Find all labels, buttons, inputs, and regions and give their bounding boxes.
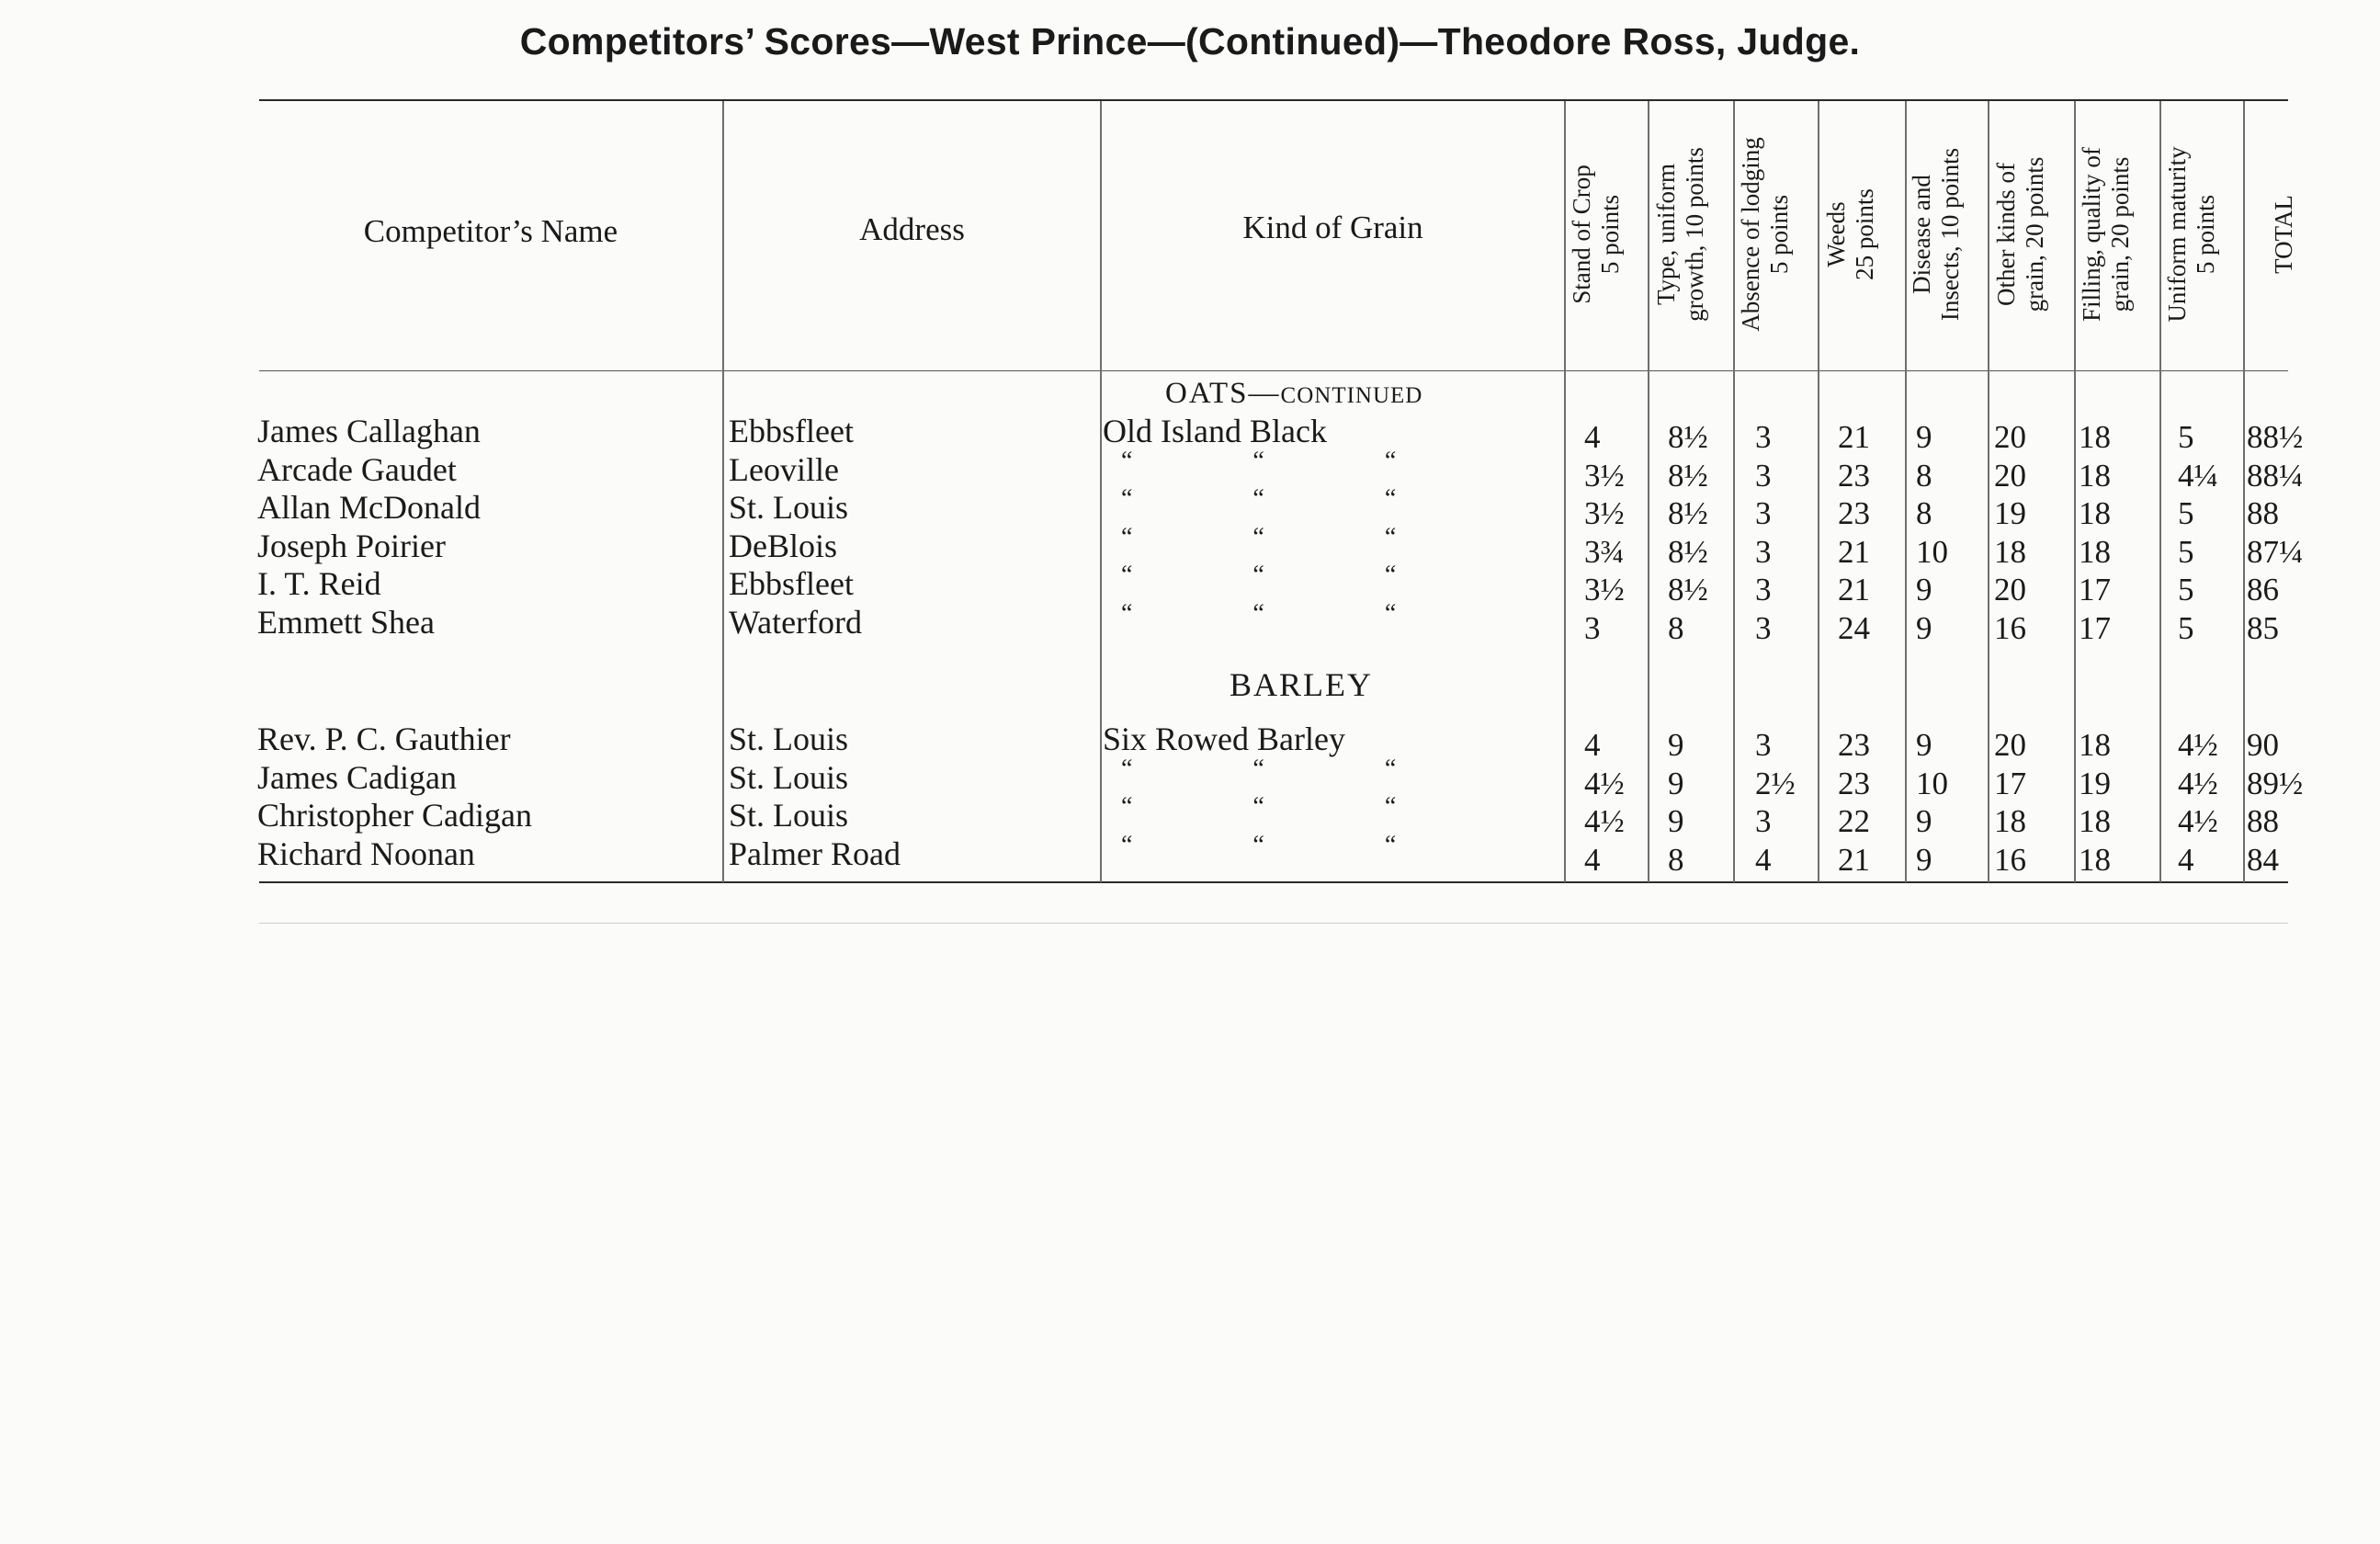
header-weeds: Weeds 25 points <box>1822 188 1878 280</box>
score-cell: 88¼ <box>2247 457 2304 494</box>
kind-of-grain: “ “ “ <box>1121 561 1454 589</box>
score-cell: 17 <box>1994 765 2026 801</box>
score-cell: 19 <box>1994 495 2026 531</box>
score-cell: 4 <box>1584 841 1601 878</box>
kind-of-grain: “ “ “ <box>1121 446 1454 475</box>
score-cell: 5 <box>2178 533 2194 570</box>
competitor-name: James Cadigan <box>257 758 457 796</box>
score-cell: 4½ <box>1584 803 1625 839</box>
header-kind-of-grain: Kind of Grain <box>1242 210 1423 245</box>
score-cell: 5 <box>2178 495 2194 531</box>
score-cell: 9 <box>1916 419 1932 455</box>
competitor-name: Rev. P. C. Gauthier <box>257 721 511 757</box>
address: DeBlois <box>729 527 838 564</box>
header-address: Address <box>859 211 965 247</box>
column-divider <box>1905 101 1907 882</box>
kind-of-grain: “ “ “ <box>1121 598 1454 628</box>
score-cell: 3 <box>1755 609 1772 646</box>
address: Palmer Road <box>729 834 901 872</box>
header-absence-of-lodging: Absence of lodging 5 points <box>1737 137 1793 332</box>
score-cell: 85 <box>2247 609 2279 646</box>
score-cell: 4 <box>1755 841 1772 878</box>
score-cell: 22 <box>1838 803 1870 839</box>
score-cell: 3½ <box>1584 495 1625 531</box>
score-cell: 88½ <box>2247 419 2304 455</box>
score-cell: 4½ <box>2178 765 2218 801</box>
score-cell: 3 <box>1755 533 1772 570</box>
score-cell: 5 <box>2178 572 2194 607</box>
score-cell: 18 <box>2079 419 2111 455</box>
score-cell: 17 <box>2079 609 2111 646</box>
score-cell: 8 <box>1916 495 1932 531</box>
score-cell: 4 <box>1584 727 1601 763</box>
score-cell: 9 <box>1916 609 1932 646</box>
competitor-name: James Callaghan <box>257 413 481 449</box>
score-cell: 18 <box>2079 841 2111 878</box>
kind-of-grain: Six Rowed Barley <box>1103 721 1345 757</box>
score-cell: 88 <box>2247 803 2279 839</box>
competitor-name: Joseph Poirier <box>257 527 446 564</box>
score-cell: 8½ <box>1668 495 1708 531</box>
header-stand-of-crop: Stand of Crop 5 points <box>1568 165 1624 304</box>
table-bottom-rule <box>259 881 2288 883</box>
score-cell: 8½ <box>1668 457 1708 494</box>
header-total: TOTAL <box>2270 195 2297 274</box>
score-cell: 9 <box>1916 727 1932 763</box>
score-cell: 16 <box>1994 609 2026 646</box>
score-cell: 9 <box>1916 803 1932 839</box>
kind-of-grain: “ “ “ <box>1121 484 1454 513</box>
score-cell: 3 <box>1755 572 1772 607</box>
header-bottom-rule <box>259 370 2288 371</box>
header-competitor-name: Competitor’s Name <box>363 213 618 249</box>
kind-of-grain: Old Island Black <box>1103 413 1327 449</box>
score-cell: 4 <box>1584 419 1601 455</box>
column-divider <box>1988 101 1989 882</box>
score-cell: 18 <box>2079 803 2111 839</box>
score-cell: 9 <box>1916 572 1932 607</box>
score-cell: 23 <box>1838 457 1870 494</box>
header-uniform-maturity: Uniform maturity 5 points <box>2163 146 2219 323</box>
score-cell: 3½ <box>1584 572 1625 607</box>
column-divider <box>1648 101 1649 882</box>
score-cell: 9 <box>1916 841 1932 878</box>
score-cell: 8½ <box>1668 419 1708 455</box>
kind-of-grain: “ “ “ <box>1121 754 1454 783</box>
score-cell: 3 <box>1755 803 1772 839</box>
score-cell: 90 <box>2247 727 2279 763</box>
score-cell: 9 <box>1668 765 1684 801</box>
score-cell: 89½ <box>2247 765 2304 801</box>
score-cell: 21 <box>1838 419 1870 455</box>
address: St. Louis <box>729 489 849 526</box>
score-cell: 3 <box>1755 727 1772 763</box>
address: St. Louis <box>729 721 849 757</box>
score-cell: 18 <box>2079 495 2111 531</box>
address: Ebbsfleet <box>729 413 854 449</box>
score-cell: 10 <box>1916 765 1948 801</box>
score-cell: 23 <box>1838 765 1870 801</box>
address: St. Louis <box>729 758 849 796</box>
section-heading-oats: OATS—CONTINUED <box>1165 377 1423 410</box>
score-cell: 5 <box>2178 609 2194 646</box>
score-cell: 18 <box>2079 727 2111 763</box>
competitor-name: Emmett Shea <box>257 603 435 641</box>
score-cell: 87¼ <box>2247 533 2304 570</box>
column-divider <box>2074 101 2076 882</box>
score-cell: 88 <box>2247 495 2279 531</box>
address: Waterford <box>729 603 863 641</box>
section-heading-barley: BARLEY <box>1230 666 1373 703</box>
score-cell: 18 <box>2079 457 2111 494</box>
score-cell: 8½ <box>1668 533 1708 570</box>
score-cell: 8 <box>1668 841 1684 878</box>
score-cell: 21 <box>1838 533 1870 570</box>
column-divider <box>1733 101 1735 882</box>
header-disease-and-insects: Disease and Insects, 10 points <box>1908 147 1964 322</box>
score-cell: 20 <box>1994 572 2026 607</box>
header-other-kinds-of-grain: Other kinds of grain, 20 points <box>1992 156 2048 312</box>
score-cell: 8 <box>1668 609 1684 646</box>
column-divider <box>1818 101 1819 882</box>
score-cell: 4½ <box>1584 765 1625 801</box>
score-cell: 19 <box>2079 765 2111 801</box>
page-title: Competitors’ Scores—West Prince—(Continued)—Theodore Ross, Judge. <box>519 20 1861 62</box>
score-cell: 4 <box>2178 841 2194 878</box>
score-cell: 24 <box>1838 609 1870 646</box>
competitor-name: Christopher Cadigan <box>257 797 532 834</box>
score-cell: 4½ <box>2178 803 2218 839</box>
score-cell: 3¾ <box>1584 533 1625 570</box>
faint-rule <box>259 923 2288 924</box>
score-cell: 8½ <box>1668 572 1708 607</box>
score-cell: 16 <box>1994 841 2026 878</box>
score-cell: 9 <box>1668 803 1684 839</box>
score-cell: 3 <box>1755 419 1772 455</box>
score-cell: 3 <box>1755 495 1772 531</box>
score-cell: 21 <box>1838 572 1870 607</box>
score-cell: 18 <box>1994 803 2026 839</box>
kind-of-grain: “ “ “ <box>1121 522 1454 551</box>
score-cell: 23 <box>1838 727 1870 763</box>
score-cell: 86 <box>2247 572 2279 607</box>
kind-of-grain: “ “ “ <box>1121 792 1454 821</box>
column-divider <box>1564 101 1566 882</box>
score-cell: 84 <box>2247 841 2279 878</box>
competitor-name: Allan McDonald <box>257 489 481 526</box>
address: St. Louis <box>729 797 849 834</box>
score-cell: 17 <box>2079 572 2111 607</box>
score-cell: 23 <box>1838 495 1870 531</box>
score-cell: 4½ <box>2178 727 2218 763</box>
address: Leoville <box>729 450 839 488</box>
competitor-name: I. T. Reid <box>257 565 381 602</box>
header-filling-quality: Filling, quality of grain, 20 points <box>2078 147 2134 322</box>
score-cell: 3 <box>1755 457 1772 494</box>
column-divider <box>2159 101 2161 882</box>
score-cell: 9 <box>1668 727 1684 763</box>
score-cell: 2½ <box>1755 765 1796 801</box>
score-cell: 4¼ <box>2178 457 2218 494</box>
score-cell: 10 <box>1916 533 1948 570</box>
kind-of-grain: “ “ “ <box>1121 830 1454 859</box>
address: Ebbsfleet <box>729 565 854 602</box>
score-cell: 8 <box>1916 457 1932 494</box>
competitor-name: Richard Noonan <box>257 834 475 872</box>
score-cell: 3½ <box>1584 457 1625 494</box>
score-cell: 18 <box>1994 533 2026 570</box>
competitor-name: Arcade Gaudet <box>257 450 457 488</box>
score-cell: 20 <box>1994 457 2026 494</box>
score-cell: 21 <box>1838 841 1870 878</box>
score-cell: 5 <box>2178 419 2194 455</box>
table-top-rule <box>259 99 2288 101</box>
header-type-uniform-growth: Type, uniform growth, 10 points <box>1652 147 1708 322</box>
score-cell: 18 <box>2079 533 2111 570</box>
score-cell: 20 <box>1994 419 2026 455</box>
score-cell: 20 <box>1994 727 2026 763</box>
score-cell: 3 <box>1584 609 1601 646</box>
